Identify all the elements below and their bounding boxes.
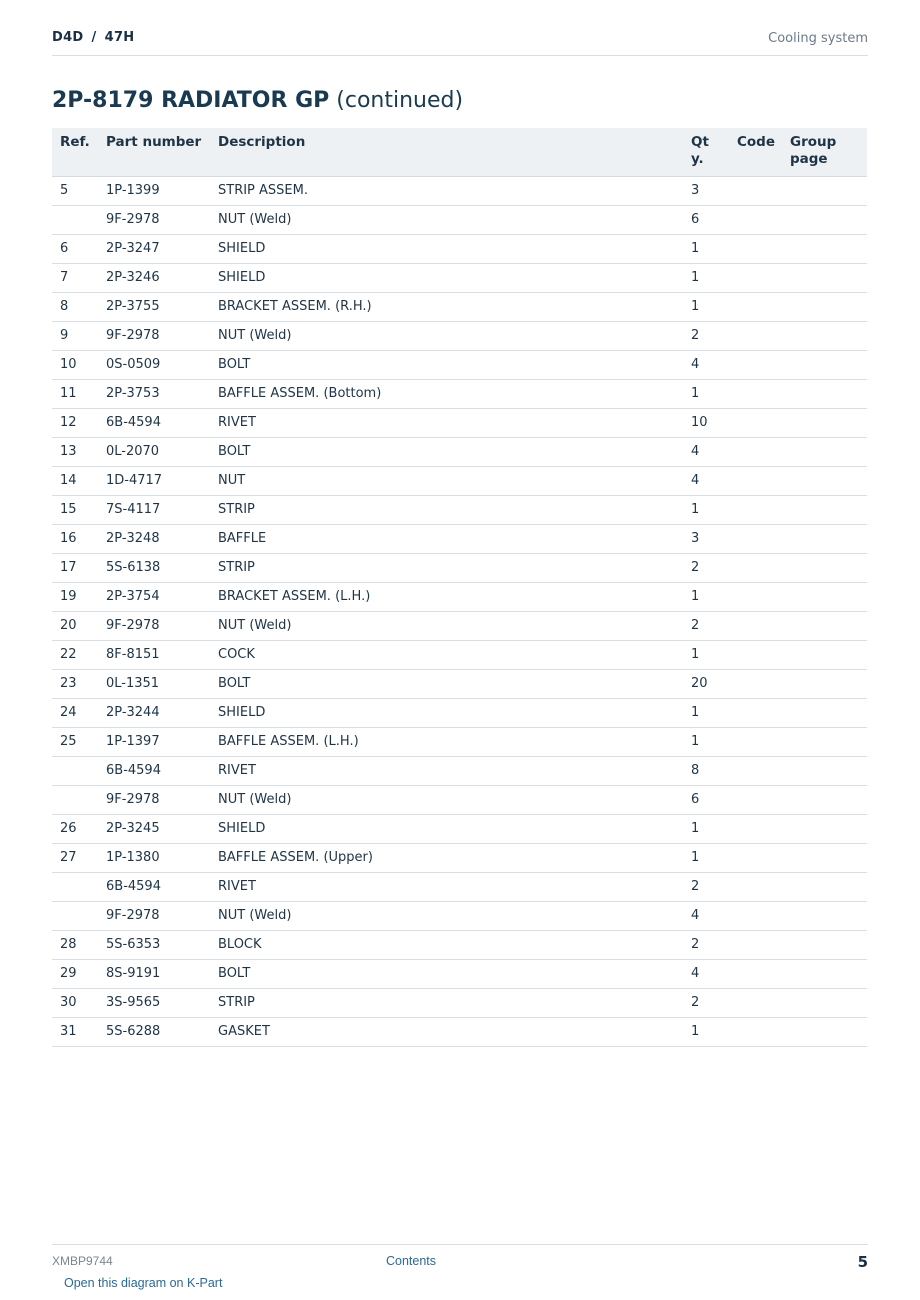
cell-part-number: 3S-9565 — [98, 989, 210, 1018]
model-label: D4D — [52, 30, 84, 45]
table-row — [52, 322, 867, 351]
cell-description: BOLT — [210, 670, 683, 699]
cell-code — [729, 960, 782, 989]
table-row — [52, 380, 867, 409]
cell-group-page — [782, 699, 867, 728]
cell-ref: 20 — [52, 612, 98, 641]
cell-code — [729, 380, 782, 409]
table-row — [52, 525, 867, 554]
cell-ref: 24 — [52, 699, 98, 728]
cell-ref: 29 — [52, 960, 98, 989]
cell-part-number: 1P-1399 — [98, 177, 210, 206]
breadcrumb — [52, 30, 134, 45]
cell-part-number: 2P-3755 — [98, 293, 210, 322]
page-number: 5 — [857, 1253, 868, 1271]
col-header-description: Description — [210, 128, 683, 177]
table-row — [52, 815, 867, 844]
cell-group-page — [782, 351, 867, 380]
section-title: Cooling system — [768, 31, 868, 46]
cell-group-page — [782, 409, 867, 438]
cell-part-number: 5S-6288 — [98, 1018, 210, 1047]
cell-code — [729, 467, 782, 496]
cell-description: NUT — [210, 467, 683, 496]
cell-ref: 31 — [52, 1018, 98, 1047]
cell-description: BAFFLE ASSEM. (Bottom) — [210, 380, 683, 409]
cell-part-number: 2P-3754 — [98, 583, 210, 612]
cell-part-number: 6B-4594 — [98, 757, 210, 786]
cell-description: BAFFLE ASSEM. (L.H.) — [210, 728, 683, 757]
cell-qty: 4 — [683, 902, 729, 931]
cell-group-page — [782, 931, 867, 960]
cell-code — [729, 989, 782, 1018]
cell-qty: 1 — [683, 496, 729, 525]
cell-group-page — [782, 873, 867, 902]
cell-description: NUT (Weld) — [210, 902, 683, 931]
cell-description: STRIP — [210, 554, 683, 583]
parts-table — [52, 128, 867, 1047]
col-header-group-page: Group page — [782, 128, 867, 177]
cell-ref: 26 — [52, 815, 98, 844]
cell-qty: 8 — [683, 757, 729, 786]
table-row — [52, 177, 867, 206]
col-header-part-number: Part number — [98, 128, 210, 177]
cell-ref: 28 — [52, 931, 98, 960]
cell-description: BAFFLE — [210, 525, 683, 554]
cell-qty: 3 — [683, 177, 729, 206]
table-row — [52, 931, 867, 960]
cell-ref — [52, 873, 98, 902]
cell-group-page — [782, 264, 867, 293]
cell-group-page — [782, 728, 867, 757]
cell-description: BOLT — [210, 438, 683, 467]
table-row — [52, 206, 867, 235]
cell-code — [729, 670, 782, 699]
table-row — [52, 757, 867, 786]
contents-link[interactable]: Contents — [386, 1254, 437, 1268]
table-row — [52, 438, 867, 467]
cell-ref: 14 — [52, 467, 98, 496]
cell-ref: 8 — [52, 293, 98, 322]
cell-description: RIVET — [210, 757, 683, 786]
cell-part-number: 8S-9191 — [98, 960, 210, 989]
cell-group-page — [782, 177, 867, 206]
cell-qty: 2 — [683, 554, 729, 583]
cell-qty: 20 — [683, 670, 729, 699]
cell-code — [729, 583, 782, 612]
cell-group-page — [782, 525, 867, 554]
table-row — [52, 902, 867, 931]
cell-description: NUT (Weld) — [210, 322, 683, 351]
cell-ref: 22 — [52, 641, 98, 670]
col-header-qty: Qty. — [683, 128, 729, 177]
table-row — [52, 960, 867, 989]
cell-qty: 6 — [683, 786, 729, 815]
cell-code — [729, 351, 782, 380]
cell-group-page — [782, 989, 867, 1018]
cell-code — [729, 699, 782, 728]
cell-description: STRIP — [210, 496, 683, 525]
cell-code — [729, 873, 782, 902]
cell-part-number: 8F-8151 — [98, 641, 210, 670]
table-row — [52, 699, 867, 728]
table-row — [52, 467, 867, 496]
cell-ref: 25 — [52, 728, 98, 757]
cell-part-number: 0L-2070 — [98, 438, 210, 467]
cell-part-number: 6B-4594 — [98, 873, 210, 902]
cell-description: NUT (Weld) — [210, 786, 683, 815]
cell-ref: 17 — [52, 554, 98, 583]
cell-code — [729, 235, 782, 264]
table-row — [52, 583, 867, 612]
cell-part-number: 7S-4117 — [98, 496, 210, 525]
page-footer — [52, 1244, 868, 1275]
cell-part-number: 9F-2978 — [98, 902, 210, 931]
table-row — [52, 1018, 867, 1047]
cell-description: BLOCK — [210, 931, 683, 960]
table-row — [52, 496, 867, 525]
cell-group-page — [782, 757, 867, 786]
cell-code — [729, 786, 782, 815]
cell-part-number: 6B-4594 — [98, 409, 210, 438]
cell-description: BOLT — [210, 960, 683, 989]
cell-qty: 2 — [683, 873, 729, 902]
cell-qty: 1 — [683, 815, 729, 844]
cell-description: BOLT — [210, 351, 683, 380]
col-header-code: Code — [729, 128, 782, 177]
cell-part-number: 0L-1351 — [98, 670, 210, 699]
page-title — [52, 88, 463, 113]
cell-ref: 7 — [52, 264, 98, 293]
cell-qty: 2 — [683, 612, 729, 641]
open-diagram-link[interactable]: Open this diagram on K-Part — [64, 1276, 223, 1290]
cell-description: SHIELD — [210, 815, 683, 844]
parts-table-body — [52, 177, 867, 1047]
cell-qty: 1 — [683, 380, 729, 409]
cell-group-page — [782, 1018, 867, 1047]
cell-part-number: 2P-3247 — [98, 235, 210, 264]
cell-group-page — [782, 438, 867, 467]
cell-code — [729, 409, 782, 438]
cell-code — [729, 554, 782, 583]
cell-group-page — [782, 902, 867, 931]
cell-description: SHIELD — [210, 235, 683, 264]
cell-group-page — [782, 322, 867, 351]
cell-qty: 1 — [683, 293, 729, 322]
cell-qty: 1 — [683, 641, 729, 670]
cell-qty: 2 — [683, 989, 729, 1018]
table-row — [52, 844, 867, 873]
cell-group-page — [782, 496, 867, 525]
cell-part-number: 9F-2978 — [98, 322, 210, 351]
table-row — [52, 554, 867, 583]
cell-code — [729, 177, 782, 206]
cell-group-page — [782, 670, 867, 699]
cell-ref: 15 — [52, 496, 98, 525]
table-row — [52, 293, 867, 322]
cell-description: GASKET — [210, 1018, 683, 1047]
col-header-ref: Ref. — [52, 128, 98, 177]
cell-group-page — [782, 380, 867, 409]
cell-qty: 1 — [683, 235, 729, 264]
cell-code — [729, 206, 782, 235]
cell-qty: 4 — [683, 351, 729, 380]
table-row — [52, 409, 867, 438]
cell-qty: 2 — [683, 322, 729, 351]
cell-part-number: 2P-3753 — [98, 380, 210, 409]
cell-ref: 10 — [52, 351, 98, 380]
cell-group-page — [782, 815, 867, 844]
cell-code — [729, 757, 782, 786]
cell-group-page — [782, 960, 867, 989]
cell-qty: 2 — [683, 931, 729, 960]
cell-code — [729, 844, 782, 873]
continued-label: (continued) — [336, 88, 464, 113]
cell-qty: 3 — [683, 525, 729, 554]
cell-group-page — [782, 467, 867, 496]
cell-ref: 12 — [52, 409, 98, 438]
page-header — [52, 28, 868, 56]
cell-code — [729, 641, 782, 670]
cell-description: SHIELD — [210, 699, 683, 728]
table-row — [52, 641, 867, 670]
cell-description: BRACKET ASSEM. (R.H.) — [210, 293, 683, 322]
cell-ref — [52, 206, 98, 235]
cell-ref — [52, 757, 98, 786]
cell-part-number: 2P-3248 — [98, 525, 210, 554]
cell-ref: 19 — [52, 583, 98, 612]
cell-ref: 30 — [52, 989, 98, 1018]
table-row — [52, 786, 867, 815]
cell-part-number: 1P-1380 — [98, 844, 210, 873]
cell-part-number: 9F-2978 — [98, 206, 210, 235]
cell-description: BAFFLE ASSEM. (Upper) — [210, 844, 683, 873]
assembly-title: 2P-8179 RADIATOR GP — [52, 88, 330, 113]
cell-group-page — [782, 786, 867, 815]
cell-qty: 1 — [683, 583, 729, 612]
cell-code — [729, 728, 782, 757]
cell-description: STRIP ASSEM. — [210, 177, 683, 206]
cell-code — [729, 931, 782, 960]
cell-group-page — [782, 583, 867, 612]
cell-code — [729, 322, 782, 351]
cell-ref — [52, 902, 98, 931]
cell-description: RIVET — [210, 409, 683, 438]
cell-code — [729, 612, 782, 641]
cell-description: RIVET — [210, 873, 683, 902]
cell-ref: 11 — [52, 380, 98, 409]
cell-group-page — [782, 206, 867, 235]
serial-label: 47H — [104, 30, 135, 45]
cell-part-number: 2P-3244 — [98, 699, 210, 728]
cell-description: COCK — [210, 641, 683, 670]
cell-code — [729, 438, 782, 467]
cell-group-page — [782, 293, 867, 322]
cell-code — [729, 815, 782, 844]
cell-qty: 4 — [683, 467, 729, 496]
cell-part-number: 5S-6353 — [98, 931, 210, 960]
table-row — [52, 235, 867, 264]
cell-description: NUT (Weld) — [210, 612, 683, 641]
table-row — [52, 264, 867, 293]
cell-ref: 9 — [52, 322, 98, 351]
cell-part-number: 2P-3246 — [98, 264, 210, 293]
cell-code — [729, 264, 782, 293]
cell-description: NUT (Weld) — [210, 206, 683, 235]
cell-code — [729, 525, 782, 554]
cell-qty: 6 — [683, 206, 729, 235]
table-row — [52, 612, 867, 641]
cell-group-page — [782, 235, 867, 264]
cell-qty: 1 — [683, 844, 729, 873]
cell-qty: 10 — [683, 409, 729, 438]
breadcrumb-separator: / — [91, 30, 97, 45]
cell-part-number: 9F-2978 — [98, 786, 210, 815]
cell-code — [729, 1018, 782, 1047]
cell-ref: 13 — [52, 438, 98, 467]
cell-qty: 1 — [683, 1018, 729, 1047]
table-row — [52, 351, 867, 380]
cell-description: STRIP — [210, 989, 683, 1018]
cell-group-page — [782, 612, 867, 641]
cell-qty: 4 — [683, 960, 729, 989]
cell-group-page — [782, 554, 867, 583]
cell-ref: 5 — [52, 177, 98, 206]
cell-part-number: 1P-1397 — [98, 728, 210, 757]
cell-code — [729, 496, 782, 525]
table-row — [52, 728, 867, 757]
cell-qty: 4 — [683, 438, 729, 467]
cell-part-number: 1D-4717 — [98, 467, 210, 496]
cell-description: SHIELD — [210, 264, 683, 293]
table-header-row — [52, 128, 867, 177]
table-row — [52, 670, 867, 699]
document-id: XMBP9744 — [52, 1254, 113, 1268]
table-row — [52, 873, 867, 902]
cell-qty: 1 — [683, 728, 729, 757]
cell-ref: 27 — [52, 844, 98, 873]
cell-code — [729, 902, 782, 931]
cell-ref: 23 — [52, 670, 98, 699]
cell-description: BRACKET ASSEM. (L.H.) — [210, 583, 683, 612]
cell-group-page — [782, 641, 867, 670]
cell-part-number: 0S-0509 — [98, 351, 210, 380]
table-row — [52, 989, 867, 1018]
cell-code — [729, 293, 782, 322]
cell-part-number: 2P-3245 — [98, 815, 210, 844]
cell-qty: 1 — [683, 264, 729, 293]
cell-qty: 1 — [683, 699, 729, 728]
cell-part-number: 9F-2978 — [98, 612, 210, 641]
cell-part-number: 5S-6138 — [98, 554, 210, 583]
cell-group-page — [782, 844, 867, 873]
cell-ref: 16 — [52, 525, 98, 554]
cell-ref: 6 — [52, 235, 98, 264]
cell-ref — [52, 786, 98, 815]
